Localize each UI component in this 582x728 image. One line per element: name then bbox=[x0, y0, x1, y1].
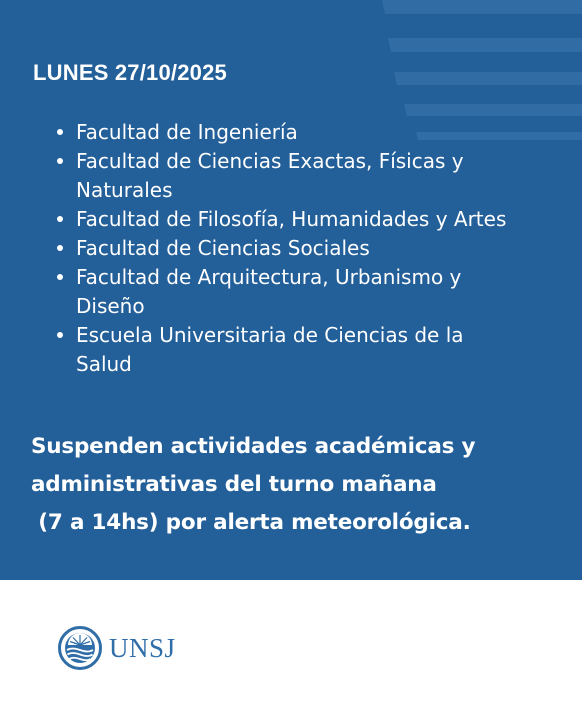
faculty-item bbox=[57, 234, 547, 263]
unsj-emblem-icon bbox=[58, 626, 102, 670]
unsj-logo bbox=[58, 625, 176, 671]
faculty-item bbox=[57, 118, 547, 147]
faculty-label-continuation: Salud bbox=[76, 352, 132, 376]
bullet-icon bbox=[57, 245, 63, 251]
faculty-label: Facultad de Arquitectura, Urbanismo y bbox=[76, 265, 462, 289]
faculty-label: Facultad de Filosofía, Humanidades y Artes bbox=[76, 207, 507, 231]
headline-line: (7 a 14hs) por alerta meteorológica. bbox=[31, 510, 471, 535]
faculty-label: Escuela Universitaria de Ciencias de la bbox=[76, 323, 464, 347]
bullet-icon bbox=[57, 129, 63, 135]
headline bbox=[31, 428, 551, 542]
faculty-label: Facultad de Ciencias Exactas, Físicas y bbox=[76, 149, 464, 173]
headline-line: administrativas del turno mañana bbox=[31, 472, 437, 497]
faculty-item bbox=[57, 263, 547, 321]
headline-line: Suspenden actividades académicas y bbox=[31, 434, 476, 459]
bullet-icon bbox=[57, 332, 63, 338]
faculty-label-continuation: Naturales bbox=[76, 178, 173, 202]
faculty-item bbox=[57, 147, 547, 205]
bullet-icon bbox=[57, 274, 63, 280]
faculty-list bbox=[57, 118, 547, 379]
faculty-item bbox=[57, 205, 547, 234]
faculty-item bbox=[57, 321, 547, 379]
faculty-label-continuation: Diseño bbox=[76, 294, 145, 318]
bullet-icon bbox=[57, 158, 63, 164]
date-heading: LUNES 27/10/2025 bbox=[33, 60, 227, 85]
logo-text: UNSJ bbox=[109, 632, 176, 663]
bullet-icon bbox=[57, 216, 63, 222]
faculty-label: Facultad de Ciencias Sociales bbox=[76, 236, 370, 260]
faculty-label: Facultad de Ingeniería bbox=[76, 120, 298, 144]
